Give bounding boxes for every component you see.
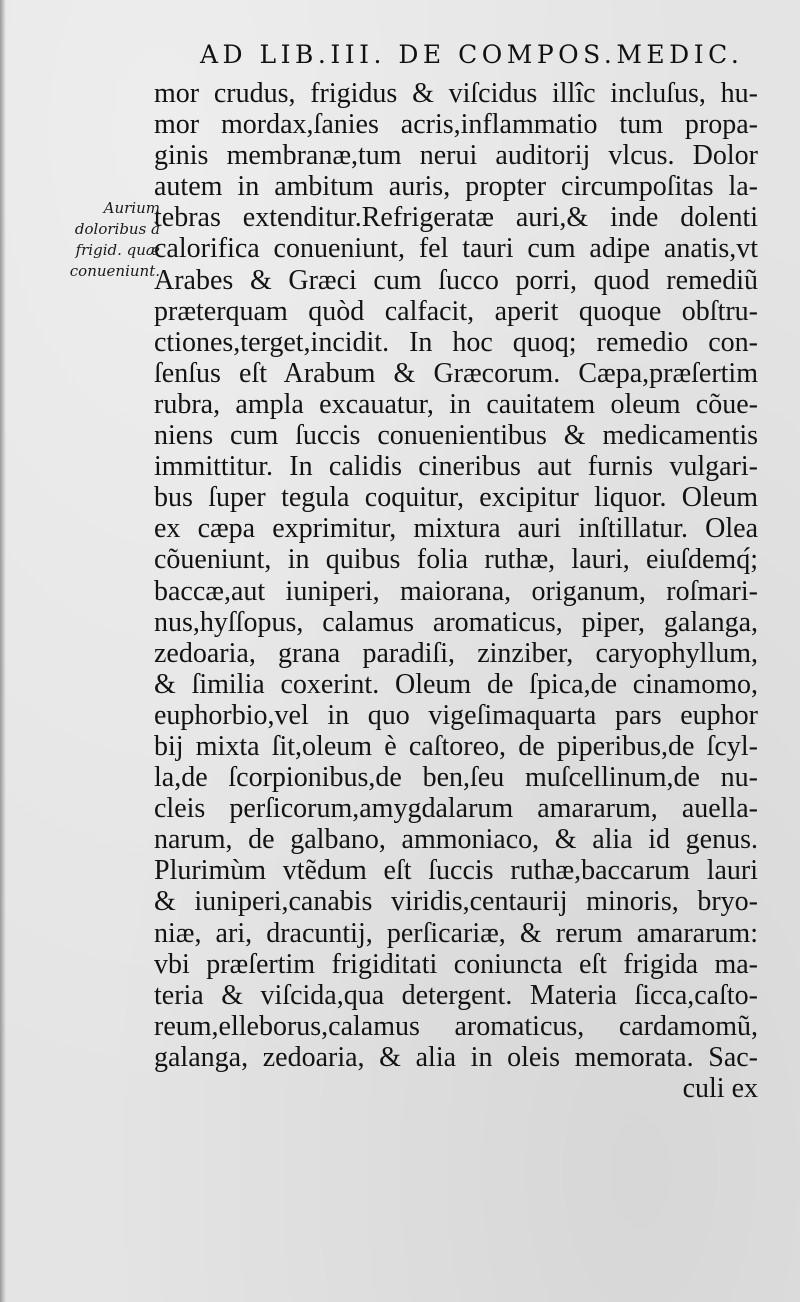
text-line: ex cæpa exprimitur, mixtura auri inſtillatur. Olea (154, 513, 758, 545)
text-line: Arabes & Græci cum ſucco porri, quod remediũ (154, 264, 758, 296)
text-line: mor mordax,ſanies acris,inflammatio tum propa- (154, 109, 758, 141)
text-line: tebras extenditur.Refrigeratæ auri,& inde dolenti (154, 202, 758, 234)
marginal-note-line: doloribus à (74, 220, 160, 238)
marginal-note-line: Aurium (103, 199, 160, 217)
text-line: bij mixta ſit,oleum è caſtoreo, de piperibus,de ſcyl- (154, 730, 758, 762)
text-line: bus ſuper tegula coquitur, excipitur liquor. Oleum (154, 482, 758, 514)
text-line: rubra, ampla excauatur, in cauitatem oleum cõue- (154, 388, 758, 420)
text-line: mor crudus, frigidus & viſcidus illîc incluſus, hu- (154, 78, 758, 109)
catchword: culi ex (682, 1073, 758, 1104)
running-head: AD LIB.III. DE COMPOS.MEDIC. (200, 40, 744, 69)
text-line: & iuniperi,canabis viridis,centaurij minoris, bryo- (154, 886, 758, 918)
text-line: præterquam quòd calfacit, aperit quoque obſtru- (154, 295, 758, 327)
marginal-note (10, 198, 160, 282)
text-line: reum,elleborus,calamus aromaticus, cardamomũ, (154, 1010, 758, 1042)
text-line: calorifica conueniunt, fel tauri cum adipe anatis,vt (154, 233, 758, 265)
text-line: ginis membranæ,tum nerui auditorij vlcus. Dolor (154, 140, 758, 172)
text-line: teria & viſcida,qua detergent. Materia ſicca,caſto- (154, 979, 758, 1011)
marginal-note-line: frigid. quæ (75, 241, 160, 259)
text-line: la,de ſcorpionibus,de ben,ſeu muſcellinum,de nu- (154, 762, 758, 794)
text-line: niæ, ari, dracuntij, perſicariæ, & rerum amararum: (154, 917, 758, 949)
text-line: nus,hyſſopus, calamus aromaticus, piper, galanga, (154, 606, 758, 638)
text-line: cõueniunt, in quibus folia ruthæ, lauri, eiuſdemq́; (154, 544, 758, 576)
text-line: euphorbio,vel in quo vigeſimaquarta pars euphor (154, 699, 758, 731)
marginal-note-line: conueniunt. (69, 262, 160, 280)
text-line: vbi præſertim frigiditati coniuncta eſt frigida ma- (154, 948, 758, 980)
page-gutter-shadow (0, 0, 6, 1302)
text-line: Plurimùm vtẽdum eſt ſuccis ruthæ,baccarum lauri (154, 855, 758, 887)
text-line: immittitur. In calidis cineribus aut furnis vulgari- (154, 451, 758, 483)
text-line: ſenſus eſt Arabum & Græcorum. Cæpa,præſertim (154, 357, 758, 389)
text-line: & ſimilia coxerint. Oleum de ſpica,de cinamomo, (154, 668, 758, 700)
text-line: cleis perſicorum,amygdalarum amararum, auella- (154, 793, 758, 825)
text-line: baccæ,aut iuniperi, maiorana, origanum, roſmari- (154, 575, 758, 607)
body-text (154, 78, 764, 1104)
text-line: narum, de galbano, ammoniaco, & alia id genus. (154, 824, 758, 856)
text-line: galanga, zedoaria, & alia in oleis memorata. Sac- (154, 1041, 758, 1073)
text-line: niens cum ſuccis conuenientibus & medicamentis (154, 420, 758, 452)
text-line: autem in ambitum auris, propter circumpoſitas la- (154, 171, 758, 203)
text-line: ctiones,terget,incidit. In hoc quoq; remedio con- (154, 326, 758, 358)
text-line: zedoaria, grana paradiſi, zinziber, caryophyllum, (154, 637, 758, 669)
